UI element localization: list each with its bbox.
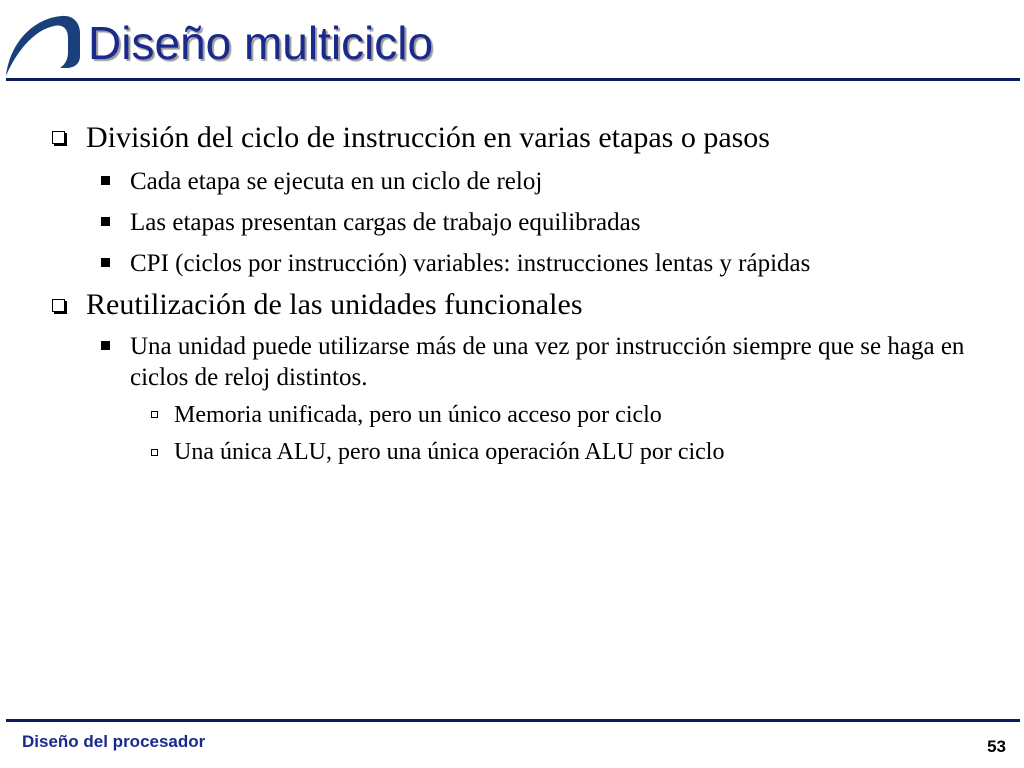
square-bullet-icon [101,176,110,185]
sub-bullet-item: Cada etapa se ejecuta en un ciclo de reloj [130,168,543,195]
page-title: Diseño multiciclo [88,17,434,69]
header-divider [6,78,1020,81]
small-square-bullet-icon [151,449,158,456]
square-bullet-icon [101,258,110,267]
small-square-bullet-icon [151,411,158,418]
hollow-square-bullet-icon [52,131,65,144]
sub-bullet-item: CPI (ciclos por instrucción) variables: instrucciones lentas y rápidas [130,250,811,277]
sub-sub-bullet-item: Una única ALU, pero una única operación ALU por ciclo [174,439,725,465]
footer-divider [6,719,1020,722]
sub-bullet-item: Las etapas presentan cargas de trabajo equilibradas [130,209,641,236]
sub-bullet-item: Una unidad puede utilizarse más de una vez por instrucción siempre que se haga en ciclos de reloj distintos. [130,333,965,391]
square-bullet-icon [101,341,110,350]
swoosh-logo-icon [4,12,82,78]
bullet-item: División del ciclo de instrucción en varias etapas o pasos [86,121,770,154]
hollow-square-bullet-icon [52,299,65,312]
page-number: 53 [987,737,1006,756]
sub-sub-bullet-item: Memoria unificada, pero un único acceso por ciclo [174,402,662,428]
square-bullet-icon [101,217,110,226]
bullet-item: Reutilización de las unidades funcionales [86,288,583,321]
footer-title: Diseño del procesador [22,732,206,751]
